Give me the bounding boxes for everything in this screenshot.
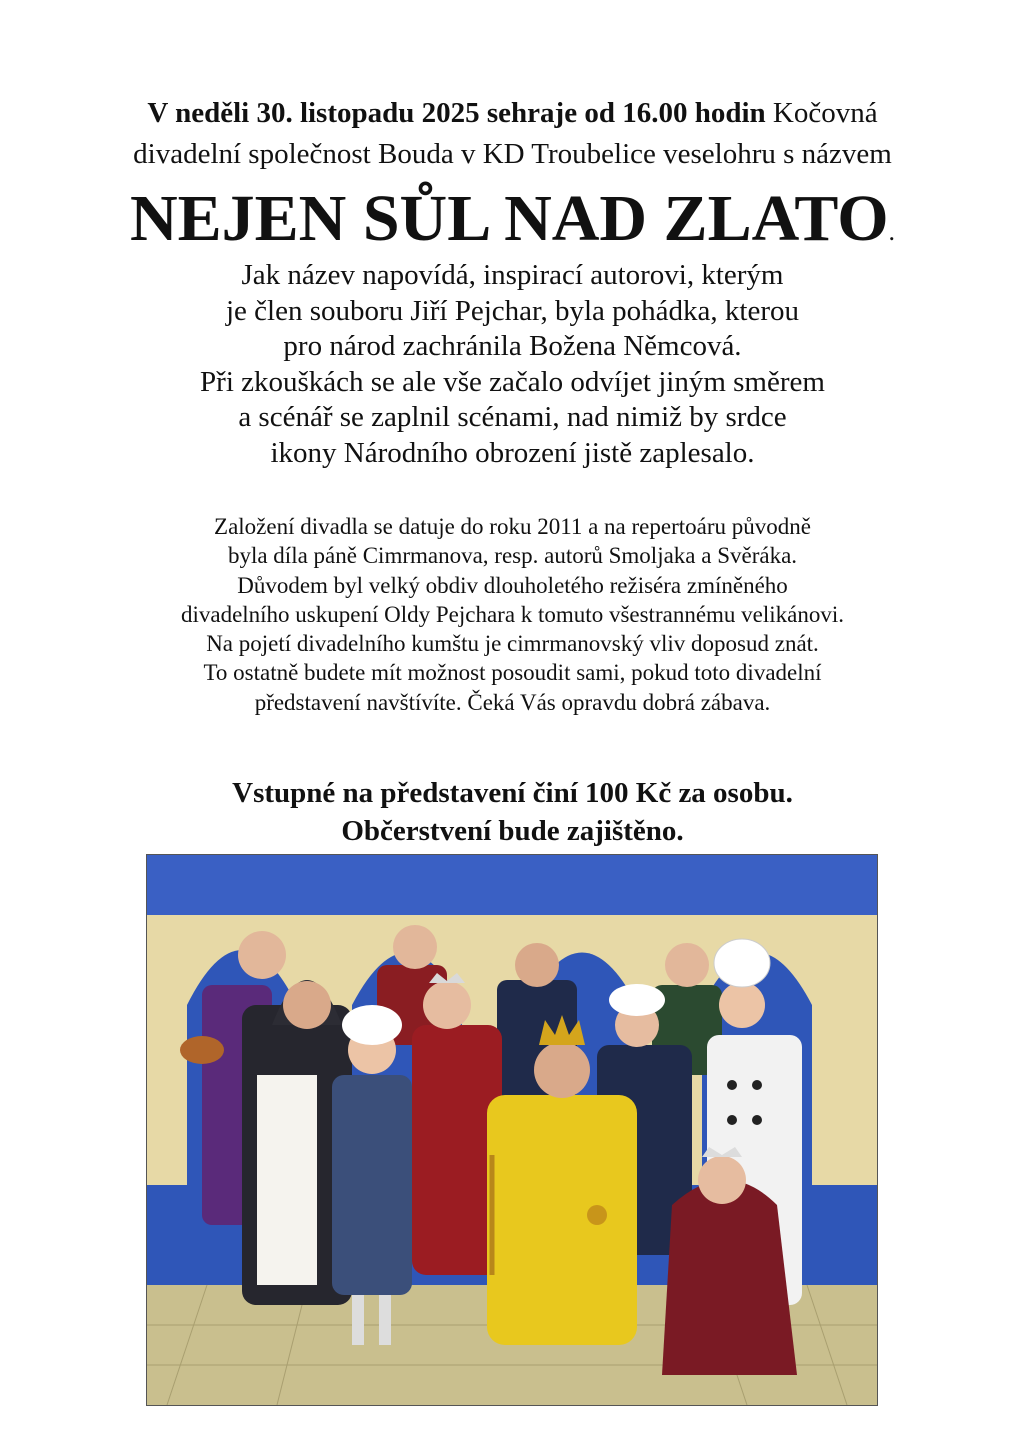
cast-photo-illustration bbox=[147, 855, 877, 1405]
about-line: divadelního uskupení Oldy Pejchara k tomuto všestrannému velikánovi. bbox=[180, 601, 845, 627]
about-line: byla díla páně Cimrmanova, resp. autorů Smoljaka a Svěráka. bbox=[227, 543, 798, 569]
ticket-info bbox=[40, 774, 985, 850]
intro-line-2: divadelní společnost Bouda v KD Troubelice veselohru s názvem bbox=[133, 138, 892, 170]
ticket-price-line: Vstupné na představení činí 100 Kč za osobu. bbox=[232, 777, 793, 809]
intro-line-1 bbox=[40, 93, 985, 134]
intro-paragraph bbox=[40, 93, 985, 175]
story-line: je člen souboru Jiří Pejchar, byla pohádka, kterou bbox=[225, 294, 800, 327]
story-line: Jak název napovídá, inspirací autorovi, kterým bbox=[241, 259, 784, 291]
refreshments-line: Občerstvení bude zajištěno. bbox=[341, 815, 684, 847]
story-line: pro národ zachránila Božena Němcová. bbox=[283, 330, 742, 362]
story-paragraph bbox=[60, 258, 965, 471]
about-line: To ostatně budete mít možnost posoudit sami, pokud toto divadelní bbox=[203, 660, 822, 686]
story-line: Při zkouškách se ale vše začalo odvíjet jiným směrem bbox=[200, 365, 825, 398]
story-line: a scénář se zaplnil scénami, nad nimiž by srdce bbox=[238, 401, 787, 433]
about-line: představení navštívíte. Čeká Vás opravdu dobrá zábava. bbox=[254, 689, 771, 715]
play-title bbox=[0, 183, 1025, 268]
play-title-period: . bbox=[888, 217, 896, 246]
intro-company-start: Kočovná bbox=[765, 97, 878, 129]
cast-photo bbox=[146, 854, 878, 1406]
about-line: Důvodem byl velký obdiv dlouholetého režiséra zmíněného bbox=[237, 572, 788, 598]
play-title-text: NEJEN SŮL NAD ZLATO bbox=[129, 182, 889, 255]
intro-date-bold: V neděli 30. listopadu 2025 sehraje od 16.00 hodin bbox=[147, 97, 766, 129]
about-line: Založení divadla se datuje do roku 2011 a na repertoáru původně bbox=[214, 514, 811, 539]
about-line: Na pojetí divadelního kumštu je cimrmanovský vliv doposud znát. bbox=[206, 631, 819, 657]
story-line: ikony Národního obrození jistě zaplesalo. bbox=[270, 436, 755, 469]
about-paragraph bbox=[40, 512, 985, 717]
